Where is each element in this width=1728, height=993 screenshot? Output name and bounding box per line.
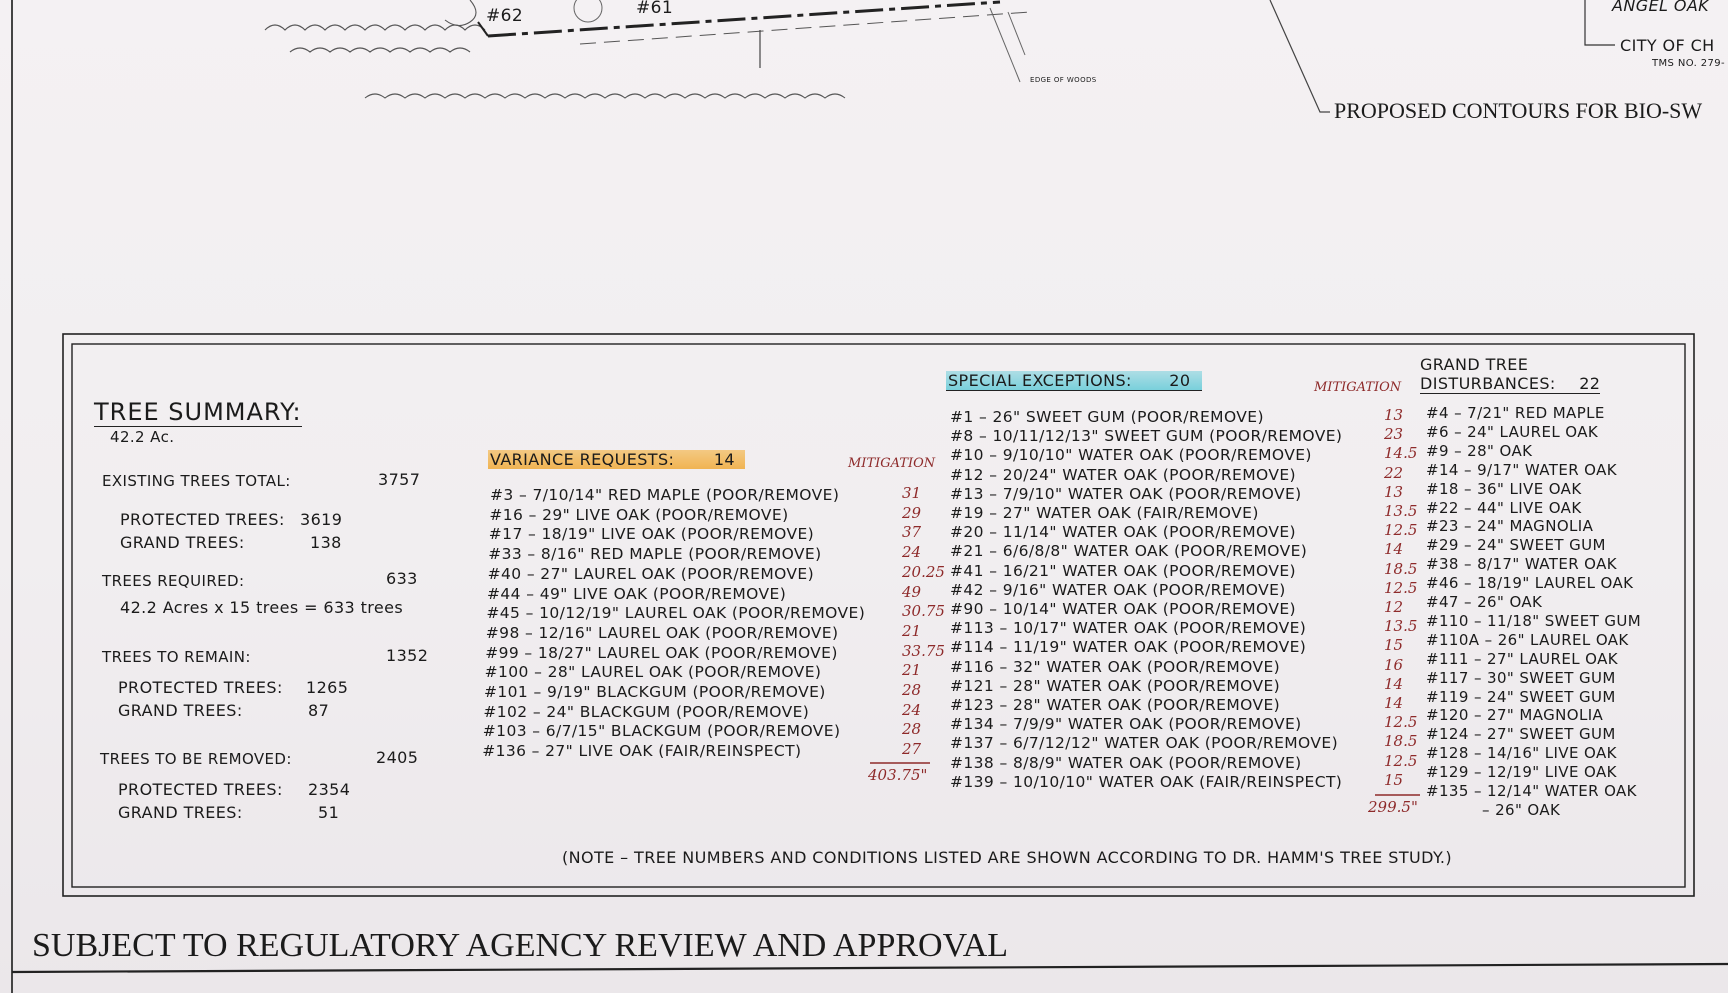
grand-item: #22 – 44" LIVE OAK — [1426, 498, 1582, 517]
grand-item: #124 – 27" SWEET GUM — [1426, 725, 1616, 744]
special-item: #137 – 6/7/12/12" WATER OAK (POOR/REMOVE) — [950, 734, 1339, 753]
grand-item: #117 – 30" SWEET GUM — [1426, 668, 1616, 687]
special-count: 20 — [1169, 371, 1191, 390]
variance-mitigation-value: 21 — [902, 661, 922, 680]
special-mitigation-label: MITIGATION — [1314, 380, 1402, 395]
acreage: 42.2 Ac. — [110, 428, 175, 446]
remain-label: TREES TO REMAIN: — [102, 648, 251, 666]
special-item: #20 – 11/14" WATER OAK (POOR/REMOVE) — [950, 523, 1296, 542]
grand-item: #29 – 24" SWEET GUM — [1426, 536, 1606, 555]
remain-protected-label: PROTECTED TREES: — [118, 678, 283, 697]
special-item: #21 – 6/6/8/8" WATER OAK (POOR/REMOVE) — [950, 542, 1308, 561]
variance-count: 14 — [713, 450, 735, 469]
grand-item: #135 – 12/14" WATER OAK — [1426, 782, 1637, 800]
special-item: #116 – 32" WATER OAK (POOR/REMOVE) — [950, 657, 1281, 676]
special-item: #123 – 28" WATER OAK (POOR/REMOVE) — [950, 696, 1281, 714]
special-mitigation-value: 14 — [1384, 674, 1404, 693]
grand-count: 22 — [1579, 374, 1601, 393]
special-mitigation-value: 12.5 — [1384, 751, 1418, 770]
special-mitigation-value: 15 — [1384, 636, 1404, 655]
remain-value: 1352 — [386, 646, 429, 665]
tree-summary-title: TREE SUMMARY: — [94, 398, 302, 426]
variance-mitigation-value: 30.75 — [902, 602, 945, 621]
city-label: CITY OF CH — [1620, 36, 1715, 55]
variance-item: #45 – 10/12/19" LAUREL OAK (POOR/REMOVE) — [486, 604, 866, 623]
special-mitigation-value: 15 — [1384, 770, 1404, 789]
grand-item: #119 – 24" SWEET GUM — [1426, 687, 1616, 706]
remain-grand-value: 87 — [308, 701, 330, 720]
grand-item: #120 – 27" MAGNOLIA — [1426, 706, 1604, 725]
removed-grand-label: GRAND TREES: — [118, 803, 243, 822]
variance-item: #3 – 7/10/14" RED MAPLE (POOR/REMOVE) — [490, 486, 840, 504]
special-mitigation-value: 14 — [1384, 694, 1404, 712]
removed-label: TREES TO BE REMOVED: — [100, 750, 292, 768]
existing-protected-value: 3619 — [300, 510, 343, 529]
existing-grand-value: 138 — [310, 533, 342, 552]
grand-title-line2 — [1420, 374, 1600, 394]
grand-item: #23 – 24" MAGNOLIA — [1426, 517, 1594, 536]
grand-item: #110 – 11/18" SWEET GUM — [1426, 611, 1642, 630]
special-mitigation-value: 13.5 — [1384, 617, 1418, 636]
variance-item: #44 – 49" LIVE OAK (POOR/REMOVE) — [487, 584, 787, 603]
variance-item: #16 – 29" LIVE OAK (POOR/REMOVE) — [489, 505, 789, 524]
special-item: #114 – 11/19" WATER OAK (POOR/REMOVE) — [950, 638, 1307, 657]
variance-item: #136 – 27" LIVE OAK (FAIR/REINSPECT) — [482, 742, 802, 761]
grand-item: #46 – 18/19" LAUREL OAK — [1426, 574, 1634, 593]
special-mitigation-value: 12.5 — [1384, 521, 1418, 540]
variance-item: #99 – 18/27" LAUREL OAK (POOR/REMOVE) — [485, 643, 838, 662]
tree-tag-62: #62 — [486, 6, 524, 26]
special-item: #113 – 10/17" WATER OAK (POOR/REMOVE) — [950, 619, 1307, 638]
variance-mitigation-value: 20.25 — [902, 562, 945, 581]
special-item: #8 – 10/11/12/13" SWEET GUM (POOR/REMOVE) — [950, 427, 1343, 446]
variance-item: #102 – 24" BLACKGUM (POOR/REMOVE) — [483, 702, 810, 721]
variance-item: #17 – 18/19" LIVE OAK (POOR/REMOVE) — [488, 525, 815, 544]
grand-item: #4 – 7/21" RED MAPLE — [1426, 404, 1605, 422]
remain-grand-label: GRAND TREES: — [118, 701, 243, 720]
special-item: #90 – 10/14" WATER OAK (POOR/REMOVE) — [950, 600, 1296, 618]
variance-mitigation-total: 403.75" — [868, 766, 928, 784]
proposed-contours-callout: PROPOSED CONTOURS FOR BIO-SW — [1334, 98, 1703, 123]
existing-grand-label: GRAND TREES: — [120, 533, 245, 552]
special-item: #42 – 9/16" WATER OAK (POOR/REMOVE) — [950, 580, 1286, 599]
special-item: #121 – 28" WATER OAK (POOR/REMOVE) — [950, 676, 1281, 695]
special-item: #134 – 7/9/9" WATER OAK (POOR/REMOVE) — [950, 715, 1302, 734]
grand-item: #18 – 36" LIVE OAK — [1426, 479, 1582, 498]
special-mitigation-value: 16 — [1384, 655, 1404, 674]
special-item: #13 – 7/9/10" WATER OAK (POOR/REMOVE) — [950, 484, 1302, 503]
grand-item: #9 – 28" OAK — [1426, 441, 1533, 460]
grand-item: #129 – 12/19" LIVE OAK — [1426, 763, 1617, 782]
special-mitigation-value: 13 — [1384, 482, 1404, 501]
special-mitigation-value: 22 — [1384, 463, 1404, 482]
special-title — [946, 371, 1202, 391]
variance-title — [488, 450, 745, 469]
regulatory-review-title: SUBJECT TO REGULATORY AGENCY REVIEW AND APPROVAL — [32, 927, 1009, 964]
variance-title-label: VARIANCE REQUESTS: — [490, 450, 675, 469]
special-item: #138 – 8/8/9" WATER OAK (POOR/REMOVE) — [950, 753, 1302, 772]
grand-title-label: DISTURBANCES: — [1420, 374, 1556, 393]
special-mitigation-value: 12.5 — [1384, 578, 1418, 597]
edge-of-woods-callout: EDGE OF WOODS — [1030, 76, 1097, 84]
variance-mitigation-value: 37 — [902, 523, 922, 542]
special-mitigation-value: 14.5 — [1384, 444, 1418, 463]
removed-value: 2405 — [376, 748, 419, 767]
variance-mitigation-value: 49 — [902, 582, 922, 601]
tree-study-note: (NOTE – TREE NUMBERS AND CONDITIONS LISTED ARE SHOWN ACCORDING TO DR. HAMM'S TREE STUDY.) — [562, 848, 1453, 867]
angel-oak-label: ANGEL OAK — [1612, 0, 1710, 15]
special-item: #10 – 9/10/10" WATER OAK (POOR/REMOVE) — [950, 446, 1312, 465]
variance-mitigation-value: 28 — [902, 720, 922, 739]
special-mitigation-value: 12 — [1384, 598, 1404, 616]
special-item: #139 – 10/10/10" WATER OAK (FAIR/REINSPECT) — [950, 772, 1343, 791]
remain-protected-value: 1265 — [306, 678, 349, 697]
special-mitigation-value: 18.5 — [1384, 732, 1418, 751]
existing-total-value: 3757 — [378, 470, 421, 489]
grand-item: #38 – 8/17" WATER OAK — [1426, 555, 1618, 574]
variance-mitigation-value: 27 — [902, 740, 922, 759]
variance-item: #100 – 28" LAUREL OAK (POOR/REMOVE) — [484, 663, 822, 682]
grand-item: – 26" OAK — [1482, 800, 1561, 819]
required-formula: 42.2 Acres x 15 trees = 633 trees — [120, 598, 404, 617]
tms-label: TMS NO. 279- — [1652, 58, 1726, 69]
tree-tag-61: #61 — [636, 0, 674, 18]
required-label: TREES REQUIRED: — [102, 572, 245, 590]
existing-total-label: EXISTING TREES TOTAL: — [102, 472, 291, 490]
variance-item: #98 – 12/16" LAUREL OAK (POOR/REMOVE) — [485, 623, 839, 642]
variance-mitigation-value: 33.75 — [902, 641, 945, 660]
variance-item: #40 – 27" LAUREL OAK (POOR/REMOVE) — [487, 564, 815, 583]
grand-item: #110A – 26" LAUREL OAK — [1426, 630, 1629, 649]
variance-mitigation-label: MITIGATION — [848, 456, 936, 471]
variance-mitigation-value: 28 — [902, 681, 922, 699]
grand-item: #6 – 24" LAUREL OAK — [1426, 422, 1599, 441]
variance-item: #103 – 6/7/15" BLACKGUM (POOR/REMOVE) — [482, 722, 841, 741]
special-mitigation-value: 23 — [1384, 425, 1404, 444]
grand-title-line1: GRAND TREE — [1420, 355, 1529, 374]
special-mitigation-value: 14 — [1384, 540, 1404, 559]
existing-protected-label: PROTECTED TREES: — [120, 510, 285, 529]
grand-item: #47 – 26" OAK — [1426, 593, 1543, 611]
special-mitigation-total: 299.5" — [1368, 798, 1418, 816]
variance-mitigation-value: 24 — [902, 543, 922, 562]
variance-item: #33 – 8/16" RED MAPLE (POOR/REMOVE) — [488, 545, 822, 564]
special-item: #1 – 26" SWEET GUM (POOR/REMOVE) — [950, 408, 1264, 426]
variance-item: #101 – 9/19" BLACKGUM (POOR/REMOVE) — [484, 683, 826, 701]
special-title-label: SPECIAL EXCEPTIONS: — [948, 371, 1132, 390]
required-value: 633 — [386, 569, 418, 588]
special-mitigation-value: 13 — [1384, 406, 1404, 424]
special-mitigation-value: 18.5 — [1384, 559, 1418, 578]
grand-item: #111 – 27" LAUREL OAK — [1426, 649, 1618, 668]
special-mitigation-value: 13.5 — [1384, 502, 1418, 520]
special-mitigation-value: 12.5 — [1384, 713, 1418, 732]
special-item: #12 – 20/24" WATER OAK (POOR/REMOVE) — [950, 465, 1296, 484]
grand-item: #128 – 14/16" LIVE OAK — [1426, 744, 1617, 763]
removed-grand-value: 51 — [318, 803, 340, 822]
variance-mitigation-value: 29 — [902, 503, 922, 522]
special-item: #41 – 16/21" WATER OAK (POOR/REMOVE) — [950, 561, 1296, 580]
removed-protected-value: 2354 — [308, 780, 351, 799]
special-item: #19 – 27" WATER OAK (FAIR/REMOVE) — [950, 504, 1259, 522]
removed-protected-label: PROTECTED TREES: — [118, 780, 283, 799]
variance-mitigation-value: 21 — [902, 621, 922, 640]
variance-mitigation-value: 24 — [902, 700, 922, 719]
grand-item: #14 – 9/17" WATER OAK — [1426, 460, 1618, 479]
variance-mitigation-value: 31 — [902, 484, 922, 502]
